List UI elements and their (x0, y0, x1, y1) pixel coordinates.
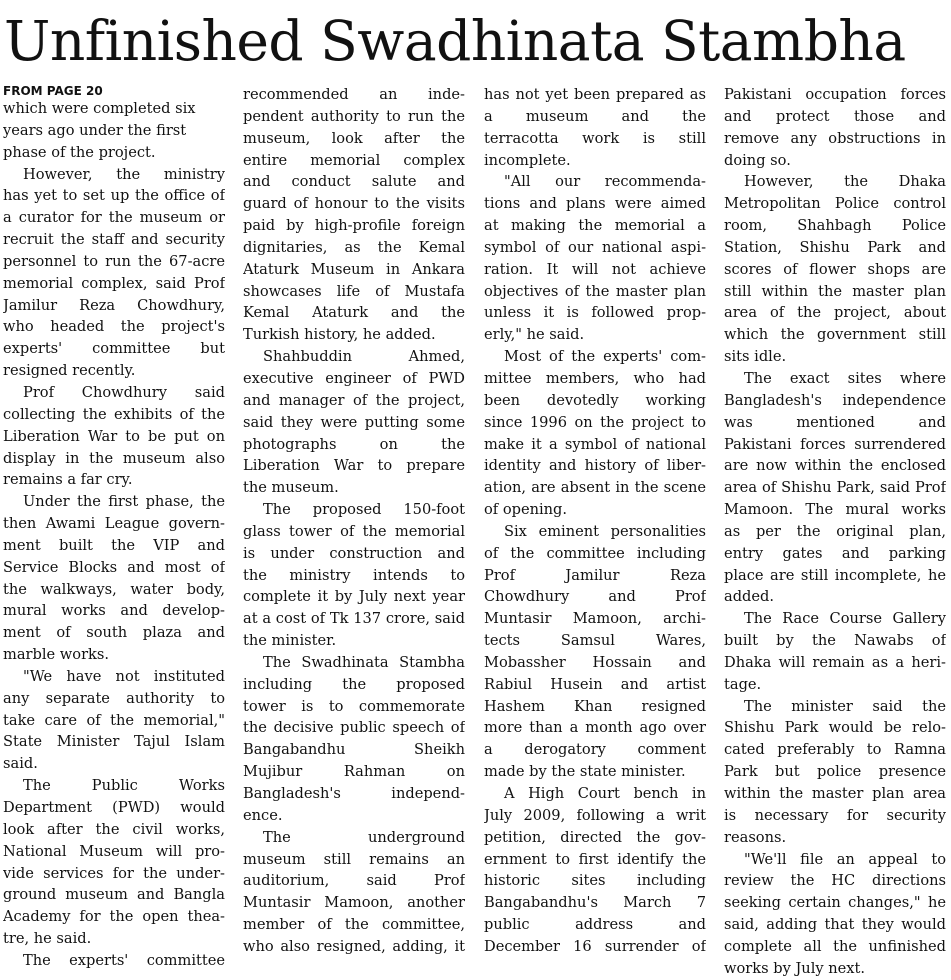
article-column-1 (3, 84, 225, 972)
article-line: has yet to set up the office of (3, 187, 225, 205)
article-line: The proposed 150-foot (263, 501, 465, 519)
article-line: and manager of the project, (243, 391, 465, 409)
article-line: erly," he said. (484, 326, 585, 344)
article-line: years ago under the first (3, 121, 187, 139)
article-line: The underground (263, 828, 465, 846)
article-line: pendent authority to run the (243, 107, 465, 125)
article-line: ation, are absent in the scene (484, 479, 706, 497)
article-line: State Minister Tajul Islam (3, 733, 225, 751)
article-line: Rabiul Husein and artist (484, 675, 706, 693)
article-column-3 (484, 84, 706, 958)
article-line: However, the Dhaka (744, 173, 946, 191)
article-line: the minister. (243, 632, 337, 650)
article-line: The Public Works (23, 777, 225, 795)
article-column-2 (243, 84, 465, 958)
article-line: Ataturk Museum in Ankara (243, 260, 465, 278)
article-line: "We have not instituted (23, 667, 225, 685)
article-line: at a cost of Tk 137 crore, said (243, 610, 465, 628)
article-line: Service Blocks and most of (3, 558, 225, 576)
article-line: area of the project, about (724, 304, 946, 322)
article-line: photographs on the (243, 435, 465, 453)
article-line: Mujibur Rahman on (243, 763, 465, 781)
article-line: Jamilur Reza Chowdhury, (3, 296, 225, 314)
article-line: which were completed six (3, 100, 196, 117)
article-line: museum, look after the (243, 129, 465, 147)
article-line: the walkways, water body, (3, 580, 225, 598)
article-line: is under construction and (243, 544, 465, 562)
article-line: Pakistani occupation forces (724, 86, 946, 103)
article-line: "All our recommenda- (504, 173, 706, 191)
article-line: National Museum will pro- (3, 842, 225, 860)
article-line: identity and history of liber- (484, 457, 706, 475)
article-line: Bangladesh's independ- (243, 785, 465, 802)
article-line: a derogatory comment (484, 741, 706, 759)
article-line: vide services for the under- (3, 864, 225, 882)
article-line: "We'll file an appeal to (744, 850, 946, 868)
article-line: scores of flower shops are (724, 260, 946, 278)
article-line: added. (724, 588, 775, 606)
article-line: ence. (243, 806, 283, 824)
article-line: tects Samsul Wares, (484, 632, 706, 650)
article-line: take care of the memorial," (3, 711, 225, 729)
article-line: works by July next. (724, 959, 866, 977)
article-line: said. (3, 755, 38, 773)
article-line: The experts' committee (23, 951, 225, 969)
article-line: Liberation War to be put on (3, 427, 225, 445)
article-line: Most of the experts' com- (504, 348, 706, 366)
article-line: reasons. (724, 828, 787, 846)
article-line: place are still incomplete, he (724, 566, 946, 584)
article-line: who also resigned, adding, it (243, 937, 465, 955)
article-line: look after the civil works, (3, 820, 225, 838)
article-line: entire memorial complex (243, 151, 465, 169)
article-line: incomplete. (484, 151, 571, 169)
article-line: a curator for the museum or (3, 209, 225, 227)
article-line: showcases life of Mustafa (243, 282, 465, 300)
article-line: unless it is followed prop- (484, 304, 706, 322)
article-line: sits idle. (724, 348, 787, 366)
article-line: ment built the VIP and (3, 536, 225, 554)
article-line: more than a month ago over (484, 719, 706, 737)
article-line: phase of the project. (3, 143, 156, 161)
article-line: Academy for the open thea- (3, 908, 225, 926)
article-line: ment of south plaza and (3, 624, 225, 642)
article-line: built by the Nawabs of (724, 632, 946, 650)
article-line: said, adding that they would (724, 916, 946, 934)
article-line: who headed the project's (3, 318, 225, 336)
article-line: collecting the exhibits of the (3, 405, 225, 423)
article-line: The exact sites where (744, 369, 946, 387)
article-line: tage. (724, 675, 762, 693)
article-line: tre, he said. (3, 930, 92, 948)
article-line: memorial complex, said Prof (3, 274, 225, 292)
article-line: area of Shishu Park, said Prof (724, 479, 946, 497)
article-line: been devotedly working (484, 391, 706, 409)
article-line: Bangabandhu Sheikh (243, 741, 465, 759)
article-line: public address and (484, 916, 706, 934)
article-line: and protect those and (724, 107, 946, 125)
article-line: Bangabandhu's March 7 (484, 894, 706, 912)
article-line: doing so. (724, 151, 791, 169)
article-line: The minister said the (744, 697, 946, 715)
article-line: make it a symbol of national (484, 435, 706, 453)
article-line: within the master plan area (724, 785, 946, 802)
article-line: paid by high-profile foreign (243, 217, 465, 235)
article-line: and conduct salute and (243, 173, 465, 191)
article-line: guard of honour to the visits (243, 195, 465, 213)
article-line: seeking certain changes," he (724, 894, 946, 912)
article-line: Department (PWD) would (3, 799, 225, 816)
article-line: room, Shahbagh Police (724, 217, 946, 235)
article-line: which the government still (724, 326, 946, 344)
article-line: as per the original plan, (724, 522, 946, 540)
article-line: marble works. (3, 646, 110, 664)
article-line: The Race Course Gallery (744, 610, 946, 628)
article-line: tower is to commemorate (243, 697, 465, 715)
article-line: Prof Jamilur Reza (484, 566, 706, 584)
article-line: dignitaries, as the Kemal (243, 238, 465, 256)
article-line: terracotta work is still (484, 129, 706, 147)
article-line: then Awami League govern- (3, 515, 225, 533)
article-line: Muntasir Mamoon, archi- (484, 610, 706, 628)
article-line: made by the state minister. (484, 763, 686, 781)
article-line: recommended an inde- (243, 86, 465, 103)
headline: Unfinished Swadhinata Stambha (4, 9, 906, 73)
article-line: mittee members, who had (484, 369, 706, 387)
article-line: ernment to first identify the (484, 850, 706, 868)
article-line: However, the ministry (23, 165, 225, 183)
article-line: Dhaka will remain as a heri- (724, 653, 946, 671)
article-line: ground museum and Bangla (3, 886, 225, 904)
article-line: tions and plans were aimed (484, 195, 706, 213)
article-line: Mamoon. The mural works (724, 501, 946, 519)
article-line: complete all the unfinished (724, 937, 946, 955)
article-line: symbol of our national aspi- (484, 238, 706, 256)
article-line: the museum. (243, 479, 339, 497)
article-line: Pakistani forces surrendered (724, 435, 946, 453)
article-line: museum still remains an (243, 850, 465, 868)
article-line: July 2009, following a writ (484, 806, 706, 824)
article-line: Shishu Park would be relo- (724, 719, 946, 737)
article-line: mural works and develop- (3, 602, 225, 620)
article-line: member of the committee, (243, 916, 465, 934)
article-line: any separate authority to (3, 689, 225, 707)
article-line: entry gates and parking (724, 544, 946, 562)
article-line: glass tower of the memorial (243, 522, 465, 540)
article-line: are now within the enclosed (724, 457, 946, 475)
article-line: the decisive public speech of (243, 719, 465, 737)
article-line: Turkish history, he added. (243, 326, 436, 344)
article-line: Kemal Ataturk and the (243, 304, 465, 322)
article-line: including the proposed (243, 675, 465, 693)
article-line: is necessary for security (724, 806, 946, 824)
article-line: Under the first phase, the (23, 493, 225, 511)
article-line: Liberation War to prepare (243, 457, 465, 475)
article-line: December 16 surrender of (484, 937, 706, 955)
article-line: The Swadhinata Stambha (263, 653, 465, 671)
article-line: A High Court bench in (504, 785, 706, 802)
article-line: resigned recently. (3, 362, 136, 380)
article-line: Muntasir Mamoon, another (243, 894, 465, 912)
article-line: Shahbuddin Ahmed, (263, 348, 465, 366)
article-line: a museum and the (484, 107, 706, 125)
article-line: of the committee including (484, 544, 706, 562)
article-line: still within the master plan (724, 282, 946, 300)
continuation-kicker: FROM PAGE 20 (3, 84, 103, 98)
article-line: personnel to run the 67-acre (3, 252, 225, 270)
article-line: remove any obstructions in (724, 129, 946, 147)
article-line: since 1996 on the project to (484, 413, 706, 431)
article-line: Park but police presence (724, 763, 946, 781)
article-line: review the HC directions (724, 872, 946, 890)
article-line: recruit the staff and security (3, 231, 225, 249)
article-line: of opening. (484, 501, 568, 519)
article-column-4 (724, 84, 946, 980)
article-line: Mobassher Hossain and (484, 653, 706, 671)
article-line: Chowdhury and Prof (484, 588, 706, 606)
article-line: complete it by July next year (243, 588, 465, 606)
article-line: experts' committee but (3, 340, 225, 358)
article-line: said they were putting some (243, 413, 465, 431)
article-line: Six eminent personalities (504, 522, 706, 540)
article-line: petition, directed the gov- (484, 828, 706, 846)
article-line: remains a far cry. (3, 471, 133, 489)
article-line: the ministry intends to (243, 566, 465, 584)
article-line: cated preferably to Ramna (724, 741, 946, 759)
article-line: executive engineer of PWD (243, 369, 465, 387)
article-line: has not yet been prepared as (484, 86, 706, 103)
article-line: Bangladesh's independence (724, 391, 946, 409)
article-line: was mentioned and (724, 413, 946, 431)
article-line: ration. It will not achieve (484, 260, 706, 278)
article-line: display in the museum also (3, 449, 225, 467)
article-line: historic sites including (484, 872, 706, 890)
article-line: Metropolitan Police control (724, 195, 946, 213)
article-line: Hashem Khan resigned (484, 697, 706, 715)
article-line: auditorium, said Prof (243, 872, 465, 890)
article-line: Station, Shishu Park and (724, 238, 946, 256)
article-line: objectives of the master plan (484, 282, 706, 300)
article-line: Prof Chowdhury said (23, 383, 225, 401)
article-line: at making the memorial a (484, 217, 706, 235)
